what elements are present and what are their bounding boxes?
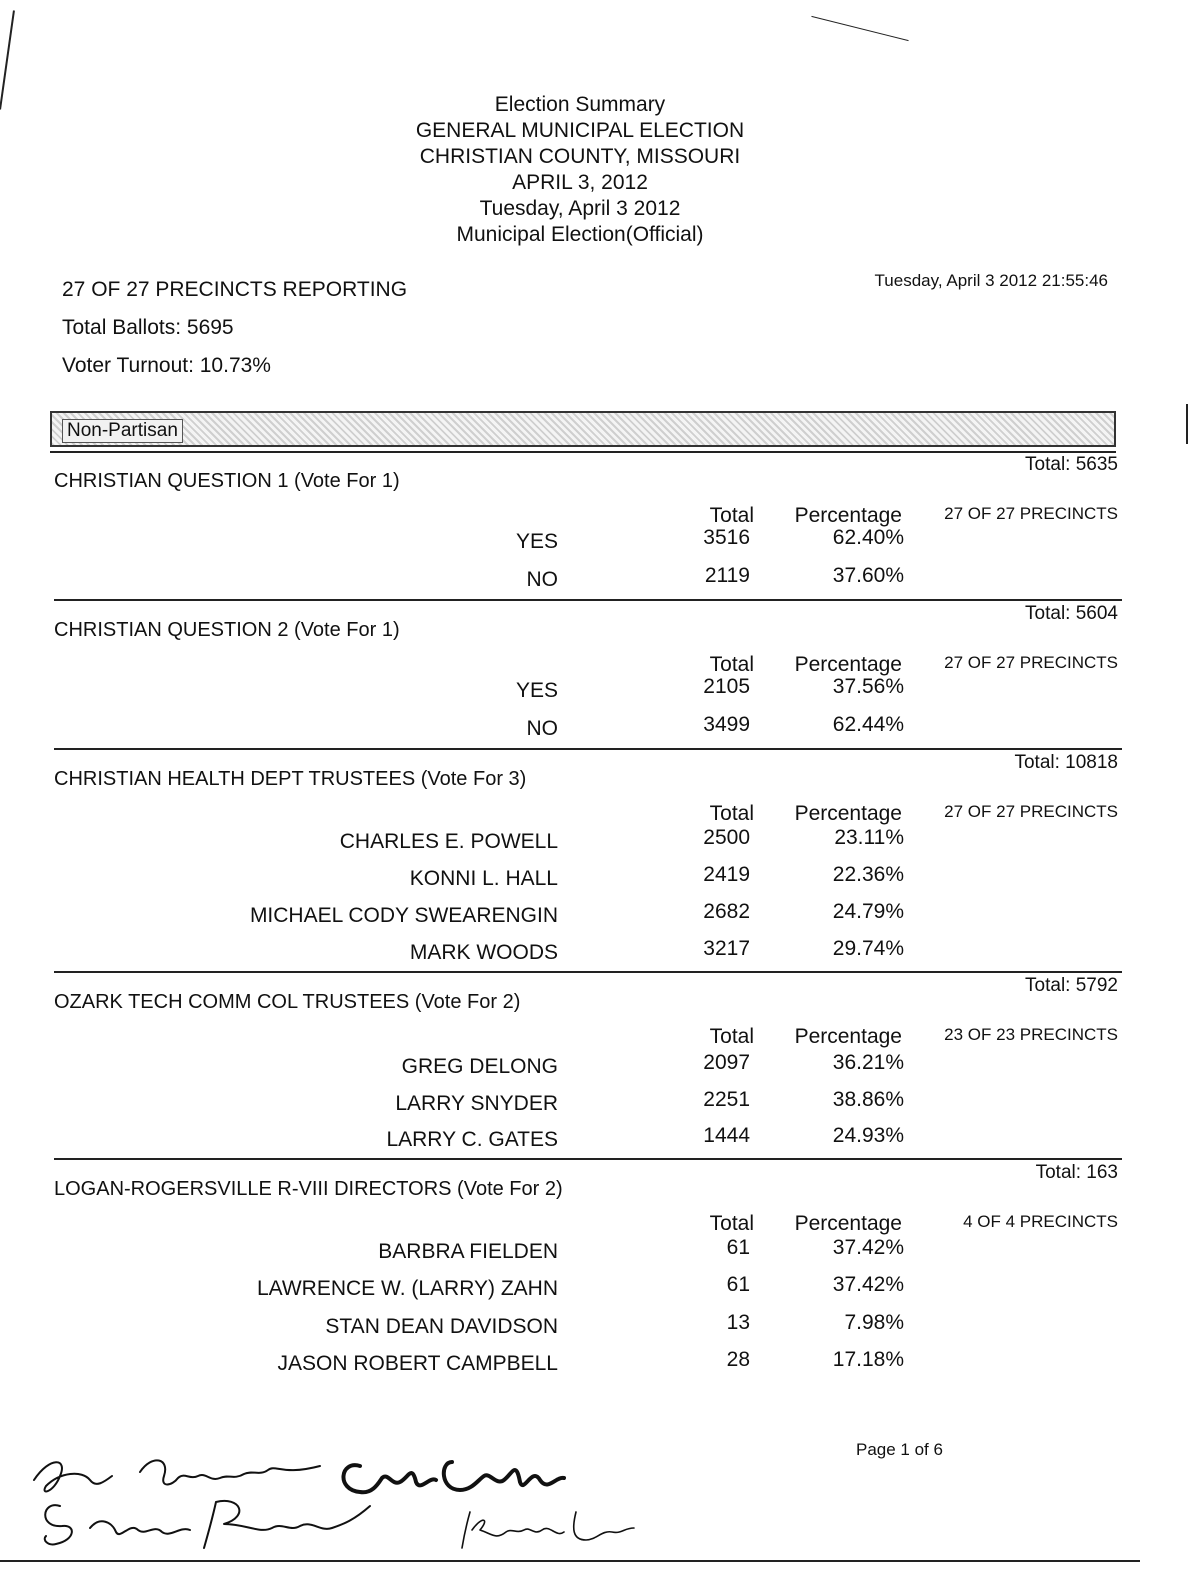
page-bottom-rule (0, 1560, 1140, 1562)
vote-count: 61 (726, 1273, 750, 1296)
total-ballots: Total Ballots: 5695 (62, 316, 234, 339)
result-row (54, 1236, 1122, 1276)
page-number: Page 1 of 6 (856, 1440, 943, 1459)
candidate-name: LAWRENCE W. (LARRY) ZAHN (256, 1277, 558, 1300)
vote-percentage: 24.93% (832, 1124, 904, 1147)
result-row (54, 1273, 1122, 1313)
vote-percentage: 62.40% (832, 526, 904, 549)
vote-count: 2419 (703, 863, 750, 886)
candidate-name: LARRY C. GATES (386, 1128, 558, 1151)
precincts-reporting: 27 OF 27 PRECINCTS REPORTING (62, 278, 408, 301)
column-header-total: Total (709, 653, 754, 676)
contest-total: Total: 5604 (1025, 603, 1118, 624)
vote-percentage: 7.98% (844, 1311, 904, 1334)
column-header-total: Total (709, 504, 754, 527)
vote-count: 2119 (704, 564, 750, 587)
vote-count: 61 (726, 1236, 750, 1259)
header-line-3: CHRISTIAN COUNTY, MISSOURI (419, 145, 741, 168)
candidate-name: GREG DELONG (401, 1055, 558, 1078)
voter-turnout: Voter Turnout: 10.73% (62, 354, 271, 377)
contest-title: CHRISTIAN QUESTION 1 (Vote For 1) (54, 470, 400, 492)
report-header (0, 92, 1160, 248)
contest-divider (54, 1158, 1122, 1160)
contest-title: OZARK TECH COMM COL TRUSTEES (Vote For 2) (54, 991, 521, 1013)
handwritten-signatures (20, 1436, 660, 1556)
report-timestamp: Tuesday, April 3 2012 21:55:46 (874, 271, 1108, 290)
vote-count: 2105 (703, 675, 750, 698)
signature-susan-potter (45, 1501, 370, 1548)
contest-title: LOGAN-ROGERSVILLE R-VIII DIRECTORS (Vote For 2) (54, 1178, 563, 1200)
contest-title: CHRISTIAN QUESTION 2 (Vote For 1) (54, 619, 400, 641)
column-header-total: Total (709, 1025, 754, 1048)
contest-total: Total: 5792 (1025, 975, 1118, 996)
candidate-name: JASON ROBERT CAMPBELL (277, 1352, 558, 1375)
contest-total: Total: 10818 (1014, 752, 1118, 773)
contest-total: Total: 5635 (1025, 454, 1118, 475)
result-row (54, 1051, 1122, 1091)
scan-mark-top-right (811, 16, 908, 41)
vote-percentage: 36.21% (832, 1051, 904, 1074)
header-line-2: GENERAL MUNICIPAL ELECTION (415, 119, 745, 142)
result-row (54, 526, 1122, 566)
vote-percentage: 62.44% (832, 713, 904, 736)
section-label: Non-Partisan (62, 419, 183, 443)
vote-percentage: 37.42% (832, 1273, 904, 1296)
candidate-name: LARRY SNYDER (395, 1092, 558, 1115)
column-header-percentage: Percentage (794, 802, 902, 825)
result-row (54, 1348, 1122, 1388)
header-line-4: APRIL 3, 2012 (512, 171, 648, 194)
contest-precincts: 27 OF 27 PRECINCTS (944, 653, 1118, 672)
section-rule (50, 451, 1116, 453)
contest-precincts: 27 OF 27 PRECINCTS (944, 504, 1118, 523)
result-row (54, 675, 1122, 715)
vote-count: 2251 (703, 1088, 750, 1111)
column-header-percentage: Percentage (794, 1212, 902, 1235)
vote-percentage: 37.56% (832, 675, 904, 698)
contest-divider (54, 971, 1122, 973)
vote-count: 3217 (703, 937, 750, 960)
result-row (54, 1088, 1122, 1128)
choice-name: YES (515, 679, 558, 702)
contest-precincts: 4 OF 4 PRECINCTS (963, 1212, 1118, 1231)
header-line-6: Municipal Election(Official) (456, 223, 704, 246)
choice-name: NO (526, 568, 558, 591)
vote-count: 2500 (703, 826, 750, 849)
vote-count: 2682 (703, 900, 750, 923)
vote-percentage: 37.60% (832, 564, 904, 587)
candidate-name: MARK WOODS (409, 941, 558, 964)
column-header-total: Total (709, 1212, 754, 1235)
contest-total: Total: 163 (1035, 1162, 1118, 1183)
signature-lynn-russell (34, 1460, 320, 1491)
vote-count: 3516 (703, 526, 750, 549)
contest-title: CHRISTIAN HEALTH DEPT TRUSTEES (Vote For 3) (54, 768, 527, 790)
column-header-percentage: Percentage (794, 1025, 902, 1048)
column-header-total: Total (709, 802, 754, 825)
contest-divider (54, 599, 1122, 601)
section-band (50, 411, 1116, 447)
choice-name: YES (515, 530, 558, 553)
vote-percentage: 37.42% (832, 1236, 904, 1259)
column-header-percentage: Percentage (794, 653, 902, 676)
column-header-percentage: Percentage (794, 504, 902, 527)
vote-percentage: 29.74% (832, 937, 904, 960)
candidate-name: STAN DEAN DAVIDSON (325, 1315, 558, 1338)
result-row (54, 826, 1122, 866)
vote-count: 28 (726, 1348, 750, 1371)
scan-mark-right-edge (1186, 404, 1188, 444)
vote-count: 3499 (703, 713, 750, 736)
summary-block (62, 278, 407, 392)
vote-percentage: 24.79% (832, 900, 904, 923)
vote-percentage: 17.18% (832, 1348, 904, 1371)
vote-count: 13 (726, 1311, 750, 1334)
contest-precincts: 23 OF 23 PRECINCTS (944, 1025, 1118, 1044)
vote-count: 2097 (703, 1051, 750, 1074)
candidate-name: CHARLES E. POWELL (339, 830, 558, 853)
vote-percentage: 23.11% (834, 826, 904, 849)
candidate-name: BARBRA FIELDEN (378, 1240, 558, 1263)
result-row (54, 863, 1122, 903)
signature-carla-esmith (343, 1462, 564, 1492)
choice-name: NO (526, 717, 558, 740)
result-row (54, 1311, 1122, 1351)
vote-percentage: 22.36% (832, 863, 904, 886)
result-row (54, 900, 1122, 940)
candidate-name: KONNI L. HALL (409, 867, 558, 890)
contest-divider (54, 748, 1122, 750)
signature-kelsey-lock (462, 1512, 634, 1548)
header-line-1: Election Summary (494, 93, 666, 116)
vote-count: 1444 (703, 1124, 750, 1147)
candidate-name: MICHAEL CODY SWEARENGIN (249, 904, 558, 927)
vote-percentage: 38.86% (832, 1088, 904, 1111)
contest-precincts: 27 OF 27 PRECINCTS (944, 802, 1118, 821)
header-line-5: Tuesday, April 3 2012 (479, 197, 681, 220)
